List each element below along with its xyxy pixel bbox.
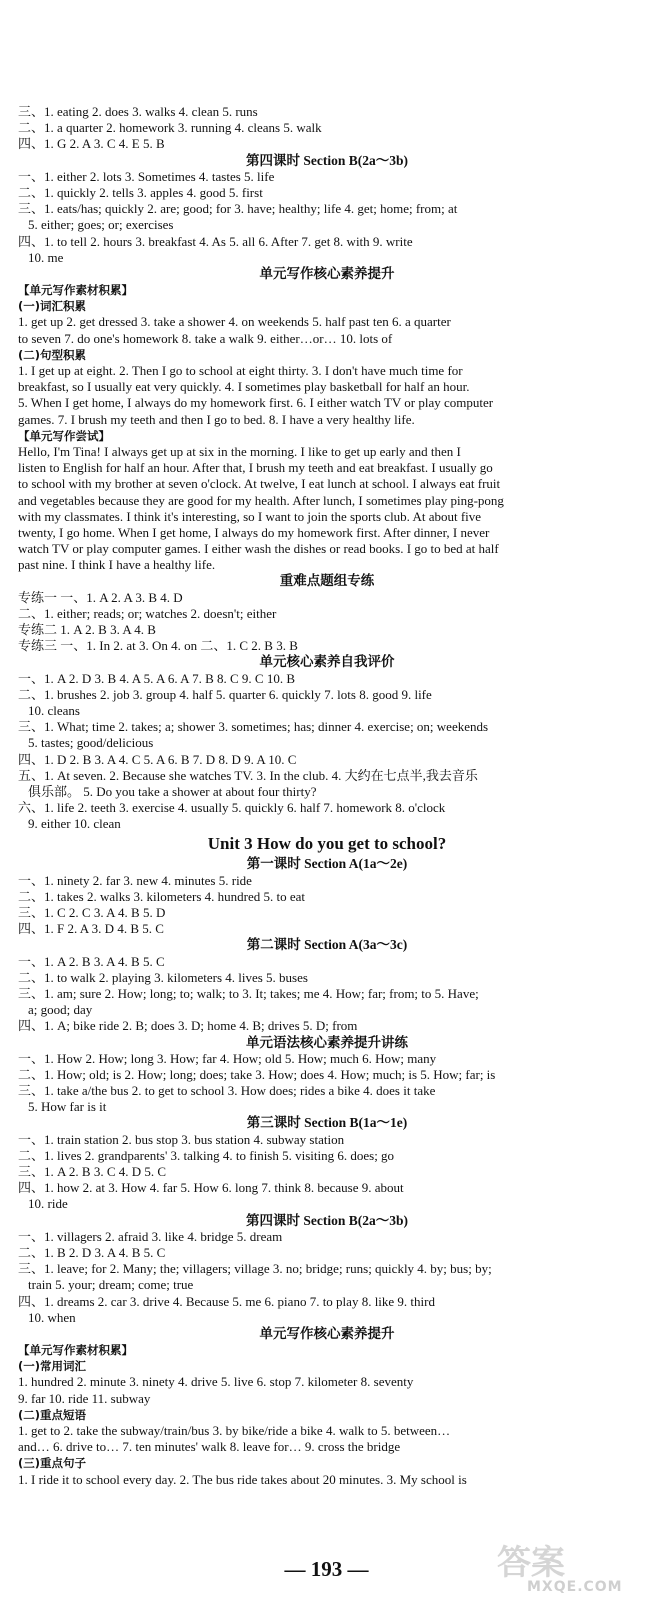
- answer-line: 四、1. dreams 2. car 3. drive 4. Because 5. me 6. piano 7. to play 8. like 9. third: [18, 1293, 435, 1309]
- answer-line: and vegetables because they are good for my health. After lunch, I sometimes play ping-pong: [18, 492, 504, 508]
- answer-line: 三、1. leave; for 2. Many; the; villagers; village 3. no; bridge; runs; quickly 4. by; bus; by;: [18, 1261, 492, 1277]
- answer-line: 一、1. either 2. lots 3. Sometimes 4. tastes 5. life: [18, 168, 275, 184]
- answer-line-continued: 10. ride: [28, 1196, 68, 1212]
- subsection-label: 【单元写作尝试】: [18, 428, 110, 443]
- answer-line: 二、1. either; reads; or; watches 2. doesn't; either: [18, 605, 277, 621]
- site-watermark: [487, 1535, 647, 1595]
- answer-line: and… 6. drive to… 7. ten minutes' walk 8. leave for… 9. cross the bridge: [18, 1439, 401, 1455]
- section-heading: 单元语法核心素养提升讲练: [246, 1034, 408, 1050]
- answer-line: games. 7. I brush my teeth and then I go to bed. 8. I have a very healthy life.: [18, 411, 415, 427]
- answer-line: 三、1. A 2. B 3. C 4. D 5. C: [18, 1164, 167, 1179]
- subsection-label: (二)重点短语: [18, 1407, 87, 1422]
- section-heading: 第三课时 Section B(1a～1e): [246, 1115, 408, 1131]
- subsection-label: 【单元写作素材积累】: [18, 283, 133, 298]
- answer-line-continued: 俱乐部。 5. Do you take a shower at about four thirty?: [28, 783, 317, 799]
- watermark-text: MXQE.COM: [527, 1579, 623, 1595]
- section-heading: 单元核心素养自我评价: [259, 654, 395, 670]
- answer-line-continued: a; good; day: [28, 1002, 93, 1018]
- answer-line: twenty, I go home. When I get home, I always do my homework first. After dinner, I never: [18, 524, 490, 540]
- section-heading: 第四课时 Section B(2a～3b): [246, 152, 408, 168]
- answer-line: 三、1. C 2. C 3. A 4. B 5. D: [18, 905, 166, 920]
- answer-line: 三、1. eats/has; quickly 2. are; good; for 3. have; healthy; life 4. get; home; from; at: [18, 201, 458, 217]
- section-heading: 重难点题组专练: [279, 573, 375, 589]
- answer-line: 二、1. brushes 2. job 3. group 4. half 5. quarter 6. quickly 7. lots 8. good 9. life: [18, 686, 432, 702]
- answer-line: with my classmates. I think it's interesting, so I want to join the sports club. At about five: [18, 508, 482, 524]
- answer-content: [18, 104, 636, 1488]
- answer-line: 三、1. take a/the bus 2. to get to school 3. How does; rides a bike 4. does it take: [18, 1083, 436, 1099]
- subsection-label: (三)重点句子: [18, 1456, 87, 1471]
- answer-line-continued: 10. cleans: [28, 702, 80, 718]
- answer-line-continued: 5. tastes; good/delicious: [28, 735, 154, 751]
- answer-line: 四、1. G 2. A 3. C 4. E 5. B: [18, 136, 165, 152]
- answer-line: 五、1. At seven. 2. Because she watches TV. 3. In the club. 4. 大约在七点半,我去音乐: [18, 767, 478, 783]
- subsection-label: (二)句型积累: [18, 347, 87, 362]
- answer-line: 四、1. F 2. A 3. D 4. B 5. C: [18, 921, 164, 937]
- answer-line: 四、1. how 2. at 3. How 4. far 5. How 6. long 7. think 8. because 9. about: [18, 1180, 404, 1196]
- answer-line: 四、1. D 2. B 3. A 4. C 5. A 6. B 7. D 8. D 9. A 10. C: [18, 751, 297, 767]
- answer-line: 二、1. a quarter 2. homework 3. running 4. cleans 5. walk: [18, 120, 322, 136]
- answer-line: 1. I ride it to school every day. 2. The bus ride takes about 20 minutes. 3. My school is: [18, 1471, 467, 1487]
- answer-line: 专练三 一、1. In 2. at 3. On 4. on 二、1. C 2. B 3. B: [18, 638, 298, 654]
- section-heading: 单元写作核心素养提升: [259, 265, 395, 281]
- answer-line: 二、1. quickly 2. tells 3. apples 4. good 5. first: [18, 184, 263, 200]
- answer-line: 1. I get up at eight. 2. Then I go to school at eight thirty. 3. I don't have much time for: [18, 363, 463, 378]
- answer-line: past nine. I think I have a healthy life.: [18, 557, 216, 573]
- watermark-logo: 答案: [497, 1543, 565, 1583]
- answer-line: 一、1. villagers 2. afraid 3. like 4. bridge 5. dream: [18, 1228, 283, 1244]
- answer-line: 一、1. ninety 2. far 3. new 4. minutes 5. ride: [18, 872, 252, 888]
- answer-line: 二、1. B 2. D 3. A 4. B 5. C: [18, 1244, 166, 1260]
- answer-line: 5. When I get home, I always do my homework first. 6. I either watch TV or play computer: [18, 395, 494, 411]
- answer-line: 一、1. How 2. How; long 3. How; far 4. How; old 5. How; much 6. How; many: [18, 1050, 437, 1066]
- answer-line-continued: 5. How far is it: [28, 1099, 107, 1115]
- answer-line: 一、1. A 2. B 3. A 4. B 5. C: [18, 953, 165, 969]
- answer-line: 1. get up 2. get dressed 3. take a shower 4. on weekends 5. half past ten 6. a quarter: [18, 314, 451, 330]
- answer-line: to seven 7. do one's homework 8. take a walk 9. either…or… 10. lots of: [18, 330, 393, 346]
- answer-line: 1. get to 2. take the subway/train/bus 3. by bike/ride a bike 4. walk to 5. between…: [18, 1423, 451, 1438]
- unit-title: Unit 3 How do you get to school?: [207, 834, 447, 854]
- section-heading: 第一课时 Section A(1a～2e): [246, 856, 408, 872]
- answer-line: to school with my brother at seven o'clock. At twelve, I eat lunch at school. I always eat fruit: [18, 476, 501, 492]
- answer-line: 1. hundred 2. minute 3. ninety 4. drive 5. live 6. stop 7. kilometer 8. seventy: [18, 1374, 414, 1390]
- section-heading: 单元写作核心素养提升: [259, 1325, 395, 1341]
- page-number: — 193 —: [284, 1557, 369, 1581]
- subsection-label: 【单元写作素材积累】: [18, 1343, 133, 1358]
- answer-line-continued: 10. when: [28, 1309, 76, 1325]
- answer-line-continued: train 5. your; dream; come; true: [28, 1277, 194, 1293]
- answer-line: 二、1. to walk 2. playing 3. kilometers 4. lives 5. buses: [18, 969, 308, 985]
- answer-line: 9. far 10. ride 11. subway: [18, 1390, 151, 1406]
- answer-line: 六、1. life 2. teeth 3. exercise 4. usually 5. quickly 6. half 7. homework 8. o'clock: [18, 800, 446, 816]
- answer-line: 三、1. eating 2. does 3. walks 4. clean 5. runs: [18, 104, 258, 119]
- answer-line: 三、1. What; time 2. takes; a; shower 3. sometimes; has; dinner 4. exercise; on; weekends: [18, 719, 489, 735]
- answer-line: 二、1. How; old; is 2. How; long; does; take 3. How; does 4. How; much; is 5. How; far; is: [18, 1066, 496, 1082]
- answer-line: 二、1. takes 2. walks 3. kilometers 4. hundred 5. to eat: [18, 888, 306, 904]
- subsection-label: (一)词汇积累: [18, 299, 87, 314]
- answer-line: 四、1. to tell 2. hours 3. breakfast 4. As 5. all 6. After 7. get 8. with 9. write: [18, 233, 413, 249]
- answer-line: 四、1. A; bike ride 2. B; does 3. D; home 4. B; drives 5. D; from: [18, 1018, 358, 1034]
- answer-line: 一、1. A 2. D 3. B 4. A 5. A 6. A 7. B 8. C 9. C 10. B: [18, 670, 296, 686]
- answer-line-continued: 9. either 10. clean: [28, 816, 121, 832]
- answer-line: watch TV or play computer games. I either wash the dishes or read books. I go to bed at half: [18, 541, 499, 557]
- answer-line: breakfast, so I usually eat very quickly. 4. I sometimes play basketball for half an hour.: [18, 379, 470, 395]
- answer-line: 一、1. train station 2. bus stop 3. bus station 4. subway station: [18, 1131, 345, 1147]
- section-heading: 第二课时 Section A(3a～3c): [246, 937, 408, 953]
- answer-line-continued: 10. me: [28, 249, 64, 265]
- subsection-label: (一)常用词汇: [18, 1359, 87, 1374]
- answer-line: 三、1. am; sure 2. How; long; to; walk; to 3. It; takes; me 4. How; far; from; to 5. Have;: [18, 985, 479, 1001]
- answer-line: listen to English for half an hour. After that, I brush my teeth and eat breakfast. I usually go: [18, 460, 493, 476]
- answer-line: 专练一 一、1. A 2. A 3. B 4. D: [18, 589, 183, 605]
- section-heading: 第四课时 Section B(2a～3b): [246, 1212, 408, 1228]
- answer-line-continued: 5. either; goes; or; exercises: [28, 217, 174, 233]
- answer-line: 专练二 1. A 2. B 3. A 4. B: [18, 622, 156, 637]
- answer-line: 二、1. lives 2. grandparents' 3. talking 4. to finish 5. visiting 6. does; go: [18, 1147, 395, 1163]
- answer-line: Hello, I'm Tina! I always get up at six in the morning. I like to get up early and then I: [18, 443, 461, 459]
